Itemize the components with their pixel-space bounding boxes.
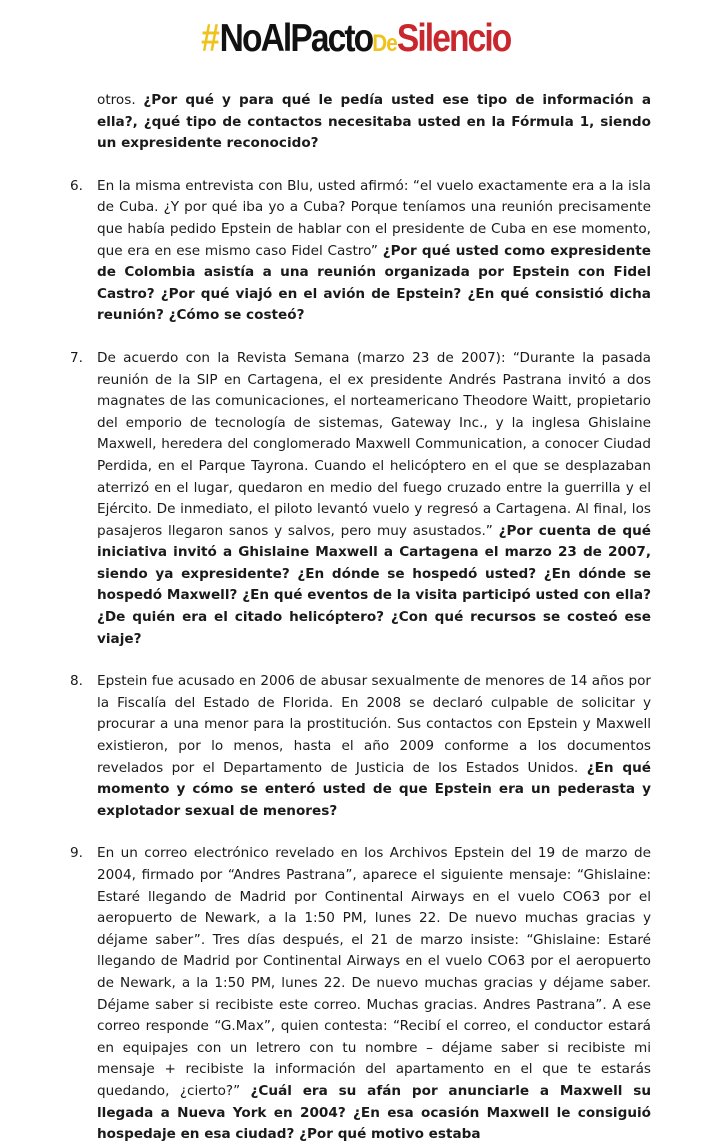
campaign-logo	[201, 14, 510, 69]
item-questions: ¿Por qué usted como expresidente de Colombia asistía a una reunión organizada por Epstein con Fidel Castro? ¿Por qué viajó en el avión de Epstein? ¿En qué consistió dicha reunión? ¿Cómo se costeó?	[97, 242, 651, 324]
continuation-paragraph	[70, 90, 651, 155]
list-item-8	[70, 671, 651, 822]
list-item-6	[70, 176, 651, 327]
item-text: En un correo electrónico revelado en los Archivos Epstein del 19 de marzo de 2004, firmado por “Andres Pastrana”, aparece el siguiente mensaje: “Ghislaine: Estaré llegando de Madrid por Continental Airways en el vuelo CO63 por el aeropuerto de Newark, a la 1:50 PM, lunes 22. De nuevo muchas gracias y déjame saber”. Tres días después, el 21 de marzo insiste: “Ghislaine: Estaré llegando de Madrid por Continental Airways en el vuelo CO63 por el aeropuerto de Newark, a la 1:50 PM, lunes 22. De nuevo muchas gracias y déjame saber. Déjame saber si recibiste este correo. Muchas gracias. Andres Pastrana”. A ese correo responde “G.Max”, quien contesta: “Recibí el correo, el conductor estará en equipajes con un letrero con tu nombre – déjame saber si recibiste mi mensaje + recibiste la información del apartamento en el que te estarás quedando, ¿cierto?”	[97, 845, 651, 1099]
item-text: Epstein fue acusado en 2006 de abusar sexualmente de menores de 14 años por la Fiscalía del Estado de Florida. En 2008 se declaró culpable de solicitar y procurar a una menor para la prostitución. Sus contactos con Epstein y Maxwell existieron, por lo menos, hasta el año 2009 conforme a los documentos revelados por el Departamento de Justicia de los Estados Unidos.	[97, 673, 651, 776]
logo-no-al-pacto: NoAlPacto	[219, 17, 372, 60]
list-item-9	[70, 843, 651, 1145]
item-number: 8.	[70, 673, 83, 690]
item-text: De acuerdo con la Revista Semana (marzo 23 de 2007): “Durante la pasada reunión de la SIP en Cartagena, el ex presidente Andrés Pastrana invitó a dos magnates de las comunicaciones, el norteamericano Theodore Waitt, propietario del emporio de tecnología de sistemas, Gateway Inc., y la inglesa Ghislaine Maxwell, heredera del conglomerado Maxwell Communication, a conocer Ciudad Perdida, en el Parque Tayrona. Cuando el helicóptero en el que se desplazaban aterrizó en el lugar, quedaron en medio del fuego cruzado entre la guerrilla y el Ejército. De inmediato, el piloto levantó vuelo y regresó a Cartagena. Al final, los pasajeros llegaron sanos y salvos, pero muy asustados.”	[97, 349, 651, 539]
logo-hash: #	[200, 17, 218, 60]
document-body	[70, 90, 651, 1146]
logo-silencio: Silencio	[396, 17, 511, 60]
item-questions: ¿Cuál era su afán por anunciarle a Maxwell su llegada a Nueva York en 2004? ¿En esa ocasión Maxwell le consiguió hospedaje en esa ciudad? ¿Por qué motivo estaba	[97, 1082, 651, 1143]
item-number: 6.	[70, 177, 83, 194]
item-number: 9.	[70, 845, 83, 862]
item-questions: ¿Por cuenta de qué iniciativa invitó a Ghislaine Maxwell a Cartagena el marzo 23 de 2007, siendo ya expresidente? ¿En dónde se hospedó usted? ¿En dónde se hospedó Maxwell? ¿En qué eventos de la visita participó usted con ella? ¿De quién era el citado helicóptero? ¿Con qué recursos se costeó ese viaje?	[97, 522, 651, 647]
paragraph-questions: ¿Por qué y para qué le pedía usted ese tipo de información a ella?, ¿qué tipo de contactos necesitaba usted en la Fórmula 1, siendo un expresidente reconocido?	[97, 92, 651, 152]
paragraph-text: otros.	[97, 92, 144, 108]
item-number: 7.	[70, 349, 83, 366]
item-text: En la misma entrevista con Blu, usted afirmó: “el vuelo exactamente era a la isla de Cuba. ¿Y por qué iba yo a Cuba? Porque teníamos una reunión precisamente que había pedido Epstein de hablar con el presidente de Cuba en ese momento, que era en ese mismo caso Fidel Castro”	[97, 177, 651, 259]
item-questions: ¿En qué momento y cómo se enteró usted de que Epstein era un pederasta y explotador sexual de menores?	[97, 759, 652, 819]
list-item-7	[70, 348, 651, 650]
page-header	[0, 14, 711, 64]
logo-de: De	[371, 30, 397, 57]
